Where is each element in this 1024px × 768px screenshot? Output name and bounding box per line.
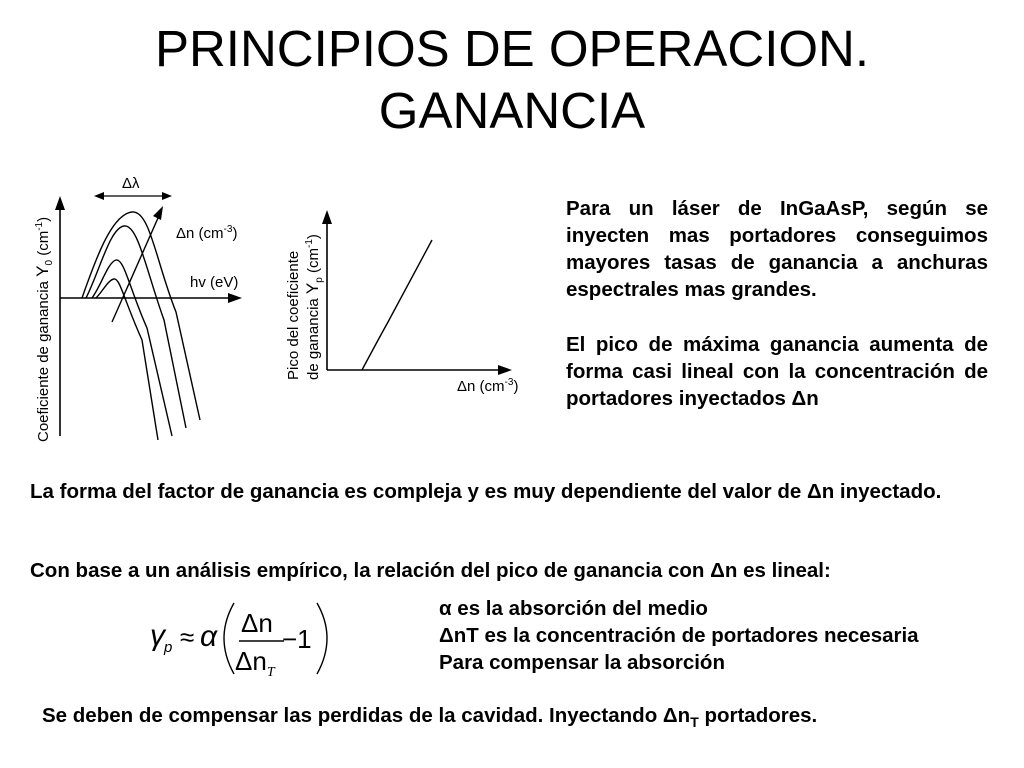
gain-curve-2 xyxy=(92,260,172,436)
delta-lambda-label: Δλ xyxy=(122,175,140,192)
title-line-1: PRINCIPIOS DE OPERACION. xyxy=(154,20,870,77)
slide-title xyxy=(0,18,1024,142)
paragraph-cavity-losses: Se deben de compensar las perdidas de la cavidad. Inyectando $\Delta n_T$ portadores. xyxy=(42,704,818,731)
gain-curve-4 xyxy=(82,212,200,420)
paragraph-injection: Para un láser de InGaAsP, según se inyecten mas portadores conseguimos mayores tasas de ganancia a anchuras espectrales mas grandes. xyxy=(566,197,988,301)
legend-alpha: α es la absorción del medio xyxy=(439,597,708,620)
formula-right-paren xyxy=(317,603,327,674)
y-axis-label-line-1: Pico del coeficiente xyxy=(285,250,302,380)
formula-approx: ≈ xyxy=(180,622,195,652)
peak-gain-formula xyxy=(140,596,350,682)
x-axis-arrowhead xyxy=(498,365,512,375)
x-axis-label: Δn $(cm^{-3})$ xyxy=(457,377,519,395)
peak-gain-line xyxy=(362,240,432,370)
paragraph-peak-gain: El pico de máxima ganancia aumenta de forma casi lineal con la concentración de portadores inyectados Δn xyxy=(566,333,988,410)
delta-lambda-right-arrowhead xyxy=(162,192,172,200)
formula-denominator: $\Delta n_T$ xyxy=(235,646,275,680)
dn-arrow-line xyxy=(112,218,158,322)
dn-label: Δn $(cm^{-3})$ xyxy=(176,224,238,242)
x-axis-arrowhead xyxy=(228,293,242,303)
formula-gamma: γ xyxy=(150,619,165,652)
legend-compensate: Para compensar la absorción xyxy=(439,651,725,674)
formula-numerator: Δn xyxy=(241,608,273,638)
formula-left-paren xyxy=(224,603,234,674)
peak-gain-diagram xyxy=(280,200,550,410)
hv-label: hv (eV) xyxy=(190,274,239,291)
gain-spectrum-diagram xyxy=(0,160,290,460)
formula-alpha: α xyxy=(200,620,218,653)
title-line-2: GANANCIA xyxy=(378,82,646,139)
y-axis-arrowhead xyxy=(322,210,332,224)
y-axis-label-line-2: de ganancia $Y_p$ $(cm^{-1})$ xyxy=(303,234,325,380)
paragraph-gain-shape: La forma del factor de ganancia es compleja y es muy dependiente del valor de Δn inyectado. xyxy=(30,480,942,503)
legend-dnt: ΔnT es la concentración de portadores necesaria xyxy=(439,624,919,647)
formula-legend xyxy=(439,595,999,676)
delta-lambda-left-arrowhead xyxy=(94,192,104,200)
y-axis-arrowhead xyxy=(55,196,65,210)
paragraph-empirical: Con base a un análisis empírico, la relación del pico de ganancia con Δn es lineal: xyxy=(30,559,831,582)
y-axis-label: Coeficiente de ganancia $Y_0$ $(cm^{-1})$ xyxy=(33,216,55,442)
gain-curves xyxy=(82,212,200,440)
dn-arrowhead xyxy=(153,206,163,220)
formula-gamma-sub: p xyxy=(164,639,173,656)
formula-minus-one: −1 xyxy=(282,624,312,654)
gain-curve-1 xyxy=(96,279,158,440)
